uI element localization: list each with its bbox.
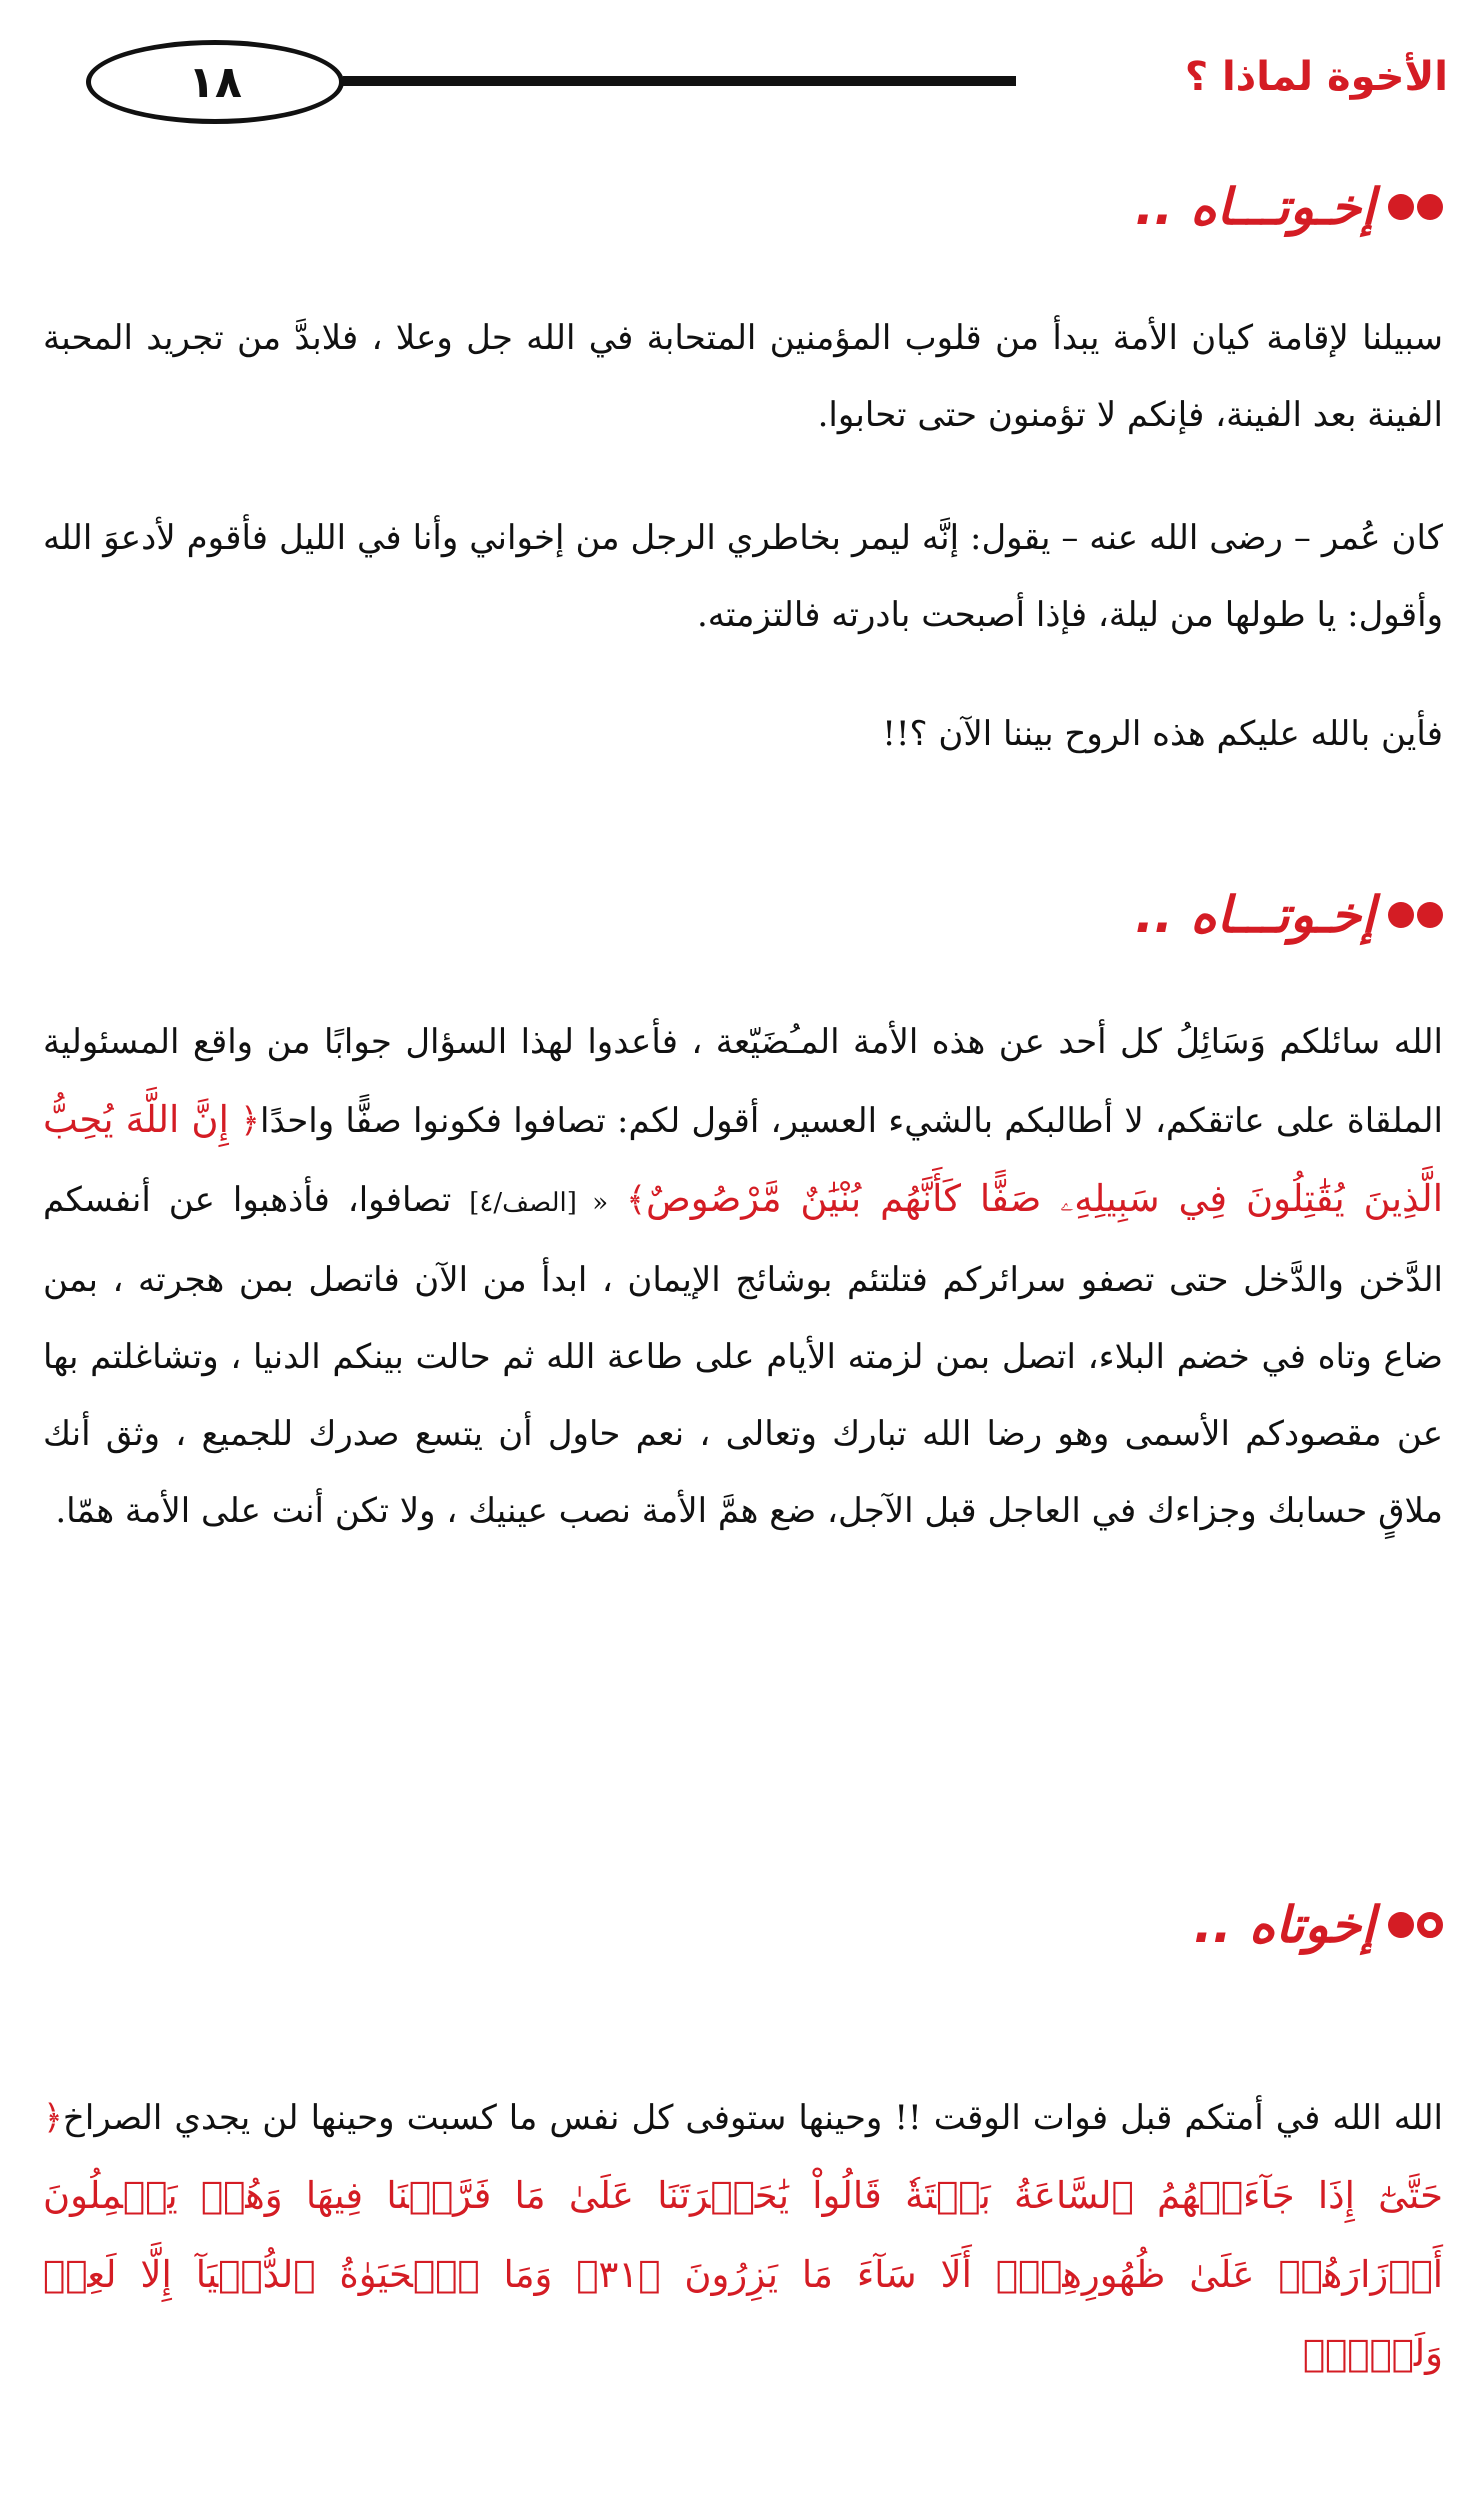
section-heading-text: إخـوتـــاه .. [1135,886,1375,944]
section-heading-3 [1194,1890,1443,1960]
bullet-dots-icon [1385,1912,1443,1938]
section-heading-text: إخوتاه .. [1193,1896,1375,1954]
paragraph-1-2: كان عُمر – رضى الله عنه – يقول: إنَّه ليمر بخاطري الرجل من إخواني وأنا في الليل فأقوم لأدعوَ الله وأقول: يا طولها من ليلة، فإذا أصبحت بادرته فالتزمته. [43,518,1443,635]
quran-close-bracket: ﴾ [626,1180,647,1220]
paragraph-3 [43,2080,1443,2394]
section-heading-1 [1135,172,1443,242]
header-rule [343,76,1016,86]
page-header [28,30,1448,130]
verse-reference: « [الصف/٤] [469,1188,609,1218]
quran-open-bracket: ﴿ [43,2098,63,2138]
quran-verse: حَتَّىٰٓ إِذَا جَآءَتۡهُمُ ٱلسَّاعَةُ بَغۡتَةٗ قَالُواْ يَٰحَسۡرَتَنَا عَلَىٰ مَا فَرَّطۡنَا فِيهَا وَهُمۡ يَحۡمِلُونَ أَوۡزَارَهُمۡ عَلَىٰ ظُهُورِهِمۡۚ أَلَا سَآءَ مَا يَزِرُونَ ﴿٣١﴾ وَمَا ٱلۡحَيَوٰةُ ٱلدُّنۡيَآ إِلَّا لَعِبٞ وَلَهۡوٞۖ [43,2174,1443,2375]
paragraph-2-continuation: تصافوا، فأذهبوا عن أنفسكم الدَّخن والدَّخل حتى تصفو سرائركم فتلتئم بوشائج الإيمان ، ابدأ من الآن فاتصل بمن هجرته ، بمن ضاع وتاه في خضم البلاء، اتصل بمن لزمته الأيام على طاعة الله ثم حالت بينكم الدنيا ، وتشاغلتم بها عن مقصودكم الأسمى وهو رضا الله تبارك وتعالى ، نعم حاول أن يتسع صدرك للجميع ، وثق أنك ملاقٍ حسابك وجزاءك في العاجل قبل الآجل، ضع همَّ الأمة نصب عينيك ، ولا تكن أنت على الأمة همّا. [43,1180,1443,1531]
paragraph-3-intro: الله الله في أمتكم قبل فوات الوقت !! وحينها ستوفى كل نفس ما كسبت وحينها لن يجدي الصراخ [62,2098,1443,2138]
running-title: الأخوة لماذا ؟ [1184,54,1448,100]
page-number-badge [86,40,344,124]
section-heading-2 [1135,880,1443,950]
section-heading-text: إخـوتـــاه .. [1135,178,1375,236]
page-number: ١٨ [188,56,242,108]
quran-open-bracket: ﴿ [240,1101,260,1141]
paragraph-1-1: سبيلنا لإقامة كيان الأمة يبدأ من قلوب المؤمنين المتحابة في الله جل وعلا ، فلابدَّ من تجريد المحبة الفينة بعد الفينة، فإنكم لا تؤمنون حتى تحابوا. [43,318,1443,435]
bullet-dots-icon [1385,902,1443,928]
paragraph-2 [43,1004,1443,1550]
paragraph-1-3: فأين بالله عليكم هذه الروح بيننا الآن ؟!! [882,714,1443,754]
quran-verse: إِنَّ اللَّهَ يُحِبُّ الَّذِينَ يُقَٰتِلُونَ فِي سَبِيلِهِۦ صَفًّا كَأَنَّهُم بُنْيَٰنٌ مَّرْصُوصٌ [43,1098,1443,1220]
paragraph-2-intro: الله سائلكم وَسَائِلُ كل أحد عن هذه الأمة المـُضَيّعة ، فأعدوا لهذا السؤال جوابًا من واقع المسئولية الملقاة على عاتقكم، لا أطالبكم بالشيء العسير، أقول لكم: تصافوا فكونوا صفًّا واحدًا [43,1022,1443,1141]
bullet-dots-icon [1385,194,1443,220]
